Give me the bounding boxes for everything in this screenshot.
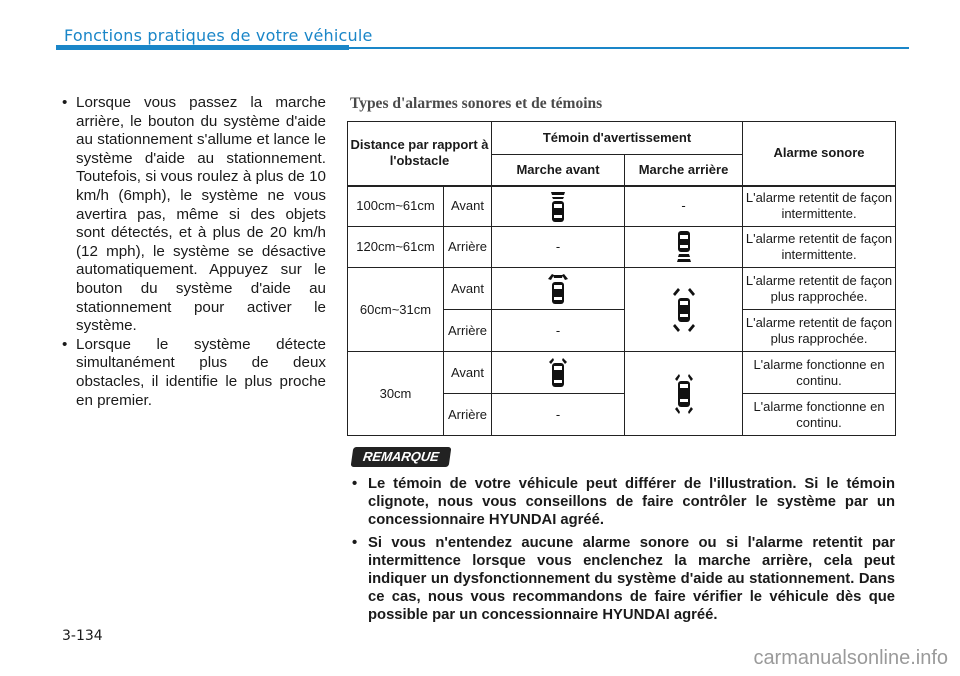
forward-indicator-cell: - — [492, 394, 625, 436]
forward-indicator-cell: - — [492, 227, 625, 268]
forward-indicator-cell: - — [492, 310, 625, 352]
reverse-indicator-cell — [625, 352, 743, 436]
alarm-cell: L'alarme retentit de façon plus rapprochée. — [743, 310, 896, 352]
table-row — [348, 186, 896, 227]
position-cell: Arrière — [444, 227, 492, 268]
forward-indicator-cell — [492, 268, 625, 310]
header-distance: Distance par rapport à l'obstacle — [348, 122, 492, 186]
reverse-indicator-cell: - — [625, 186, 743, 227]
remarque-notes — [352, 475, 895, 629]
car-all-corners-close-warning-icon — [670, 370, 698, 418]
reverse-indicator-cell — [625, 268, 743, 352]
header-rule-thick — [56, 45, 349, 50]
position-cell: Avant — [444, 268, 492, 310]
table-row — [348, 227, 896, 268]
table-row — [348, 352, 896, 394]
distance-cell: 30cm — [348, 352, 444, 436]
distance-cell: 60cm~31cm — [348, 268, 444, 352]
position-cell: Arrière — [444, 310, 492, 352]
left-bullet-2: • Lorsque le système détecte simultanément plus de deux obstacles, il identifie le plus proche en premier. — [62, 336, 326, 410]
chapter-title: Fonctions pratiques de votre véhicule — [64, 26, 373, 45]
position-cell: Arrière — [444, 394, 492, 436]
header-forward: Marche avant — [492, 155, 625, 186]
car-front-double-warning-icon — [546, 271, 570, 307]
car-all-corners-warning-icon — [670, 286, 698, 334]
position-cell: Avant — [444, 186, 492, 227]
position-cell: Avant — [444, 352, 492, 394]
header-rule-thin — [349, 47, 909, 49]
forward-indicator-cell — [492, 352, 625, 394]
note-item: • Le témoin de votre véhicule peut différer de l'illustration. Si le témoin clignote, nous vous conseillons de faire contrôler le système par un concessionnaire HYUNDAI agréé. — [352, 475, 895, 529]
distance-cell: 120cm~61cm — [348, 227, 444, 268]
alarm-cell: L'alarme retentit de façon plus rapprochée. — [743, 268, 896, 310]
remarque-label: REMARQUE — [351, 447, 452, 467]
header-warning-light: Témoin d'avertissement — [492, 122, 743, 155]
car-front-warning-icon — [549, 188, 567, 224]
car-front-close-warning-icon — [546, 355, 570, 391]
header-reverse: Marche arrière — [625, 155, 743, 186]
left-column-text — [62, 94, 326, 410]
header-alarm: Alarme sonore — [743, 122, 896, 186]
alarm-types-table — [347, 121, 896, 436]
watermark: carmanualsonline.info — [753, 647, 948, 669]
page-number: 3-134 — [62, 628, 103, 644]
alarm-cell: L'alarme fonctionne en continu. — [743, 394, 896, 436]
reverse-indicator-cell — [625, 227, 743, 268]
left-bullet-1: • Lorsque vous passez la marche arrière, le bouton du système d'aide au stationnement s'allume et lance le système d'aide au stationnement. Toutefois, si vous roulez à plus de 10 km/h (6mph), le système ne vous avertira pas, même si des objets sont détectés, et à plus de 20 km/h (12 mph), le système se désactive automatiquement. Appuyez sur le bouton du système d'aide au stationnement pour activer le système. — [62, 94, 326, 336]
forward-indicator-cell — [492, 186, 625, 227]
section-title: Types d'alarmes sonores et de témoins — [350, 95, 603, 112]
alarm-cell: L'alarme fonctionne en continu. — [743, 352, 896, 394]
car-rear-warning-icon — [675, 229, 693, 265]
alarm-cell: L'alarme retentit de façon intermittente. — [743, 227, 896, 268]
note-item: • Si vous n'entendez aucune alarme sonore ou si l'alarme retentit par intermittence lorsque vous enclenchez la marche arrière, cela peut indiquer un dysfonctionnement du système d'aide au stationnement. Dans ce cas, nous vous recommandons de faire vérifier le véhicule dès que possible par un concessionnaire HYUNDAI agréé. — [352, 534, 895, 624]
alarm-cell: L'alarme retentit de façon intermittente. — [743, 186, 896, 227]
table-row — [348, 268, 896, 310]
distance-cell: 100cm~61cm — [348, 186, 444, 227]
